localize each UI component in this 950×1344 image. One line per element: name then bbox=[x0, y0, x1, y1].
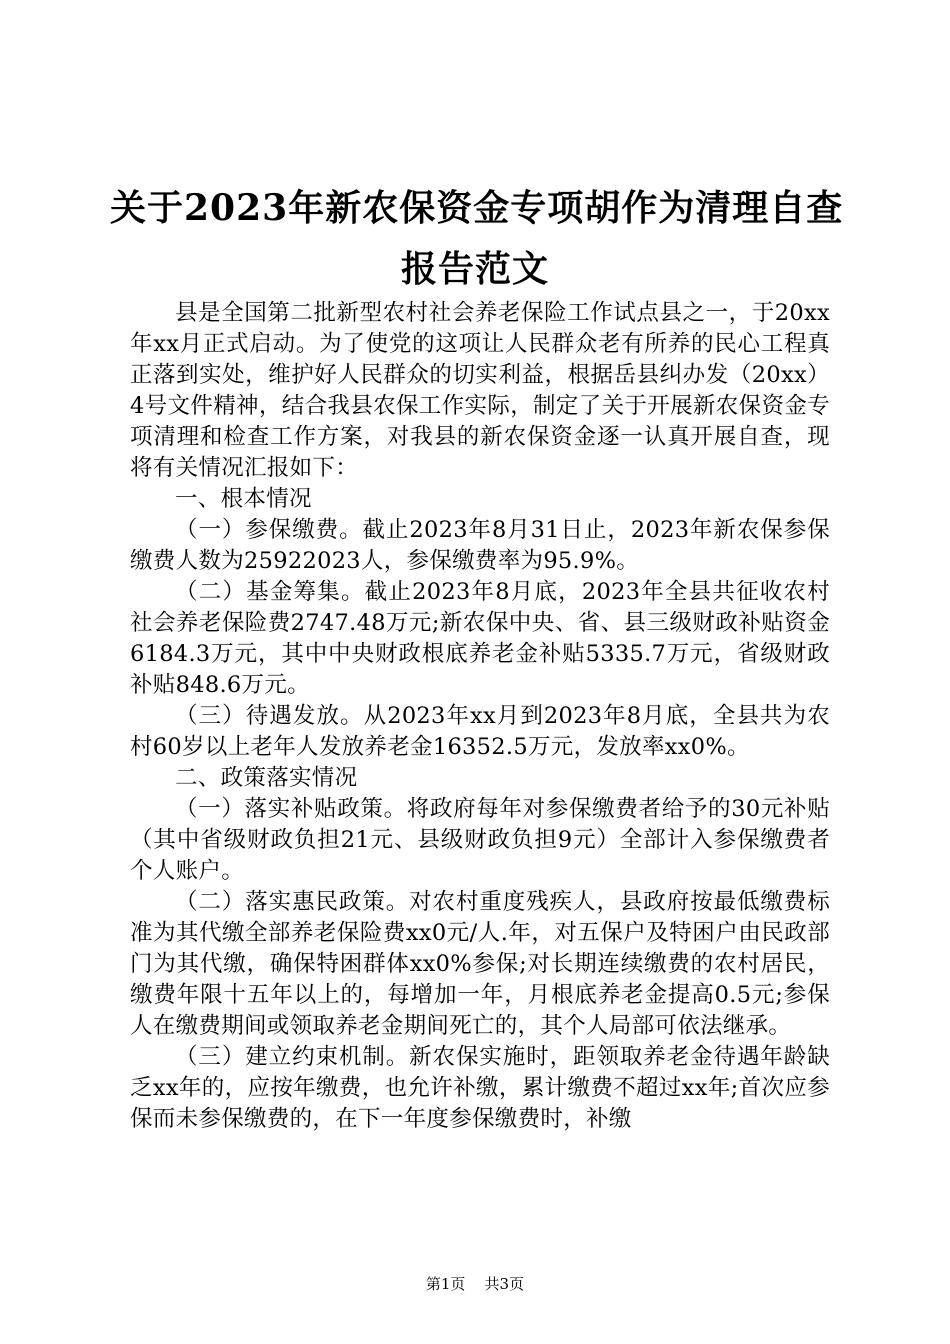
paragraph-fund-raising: （二）基金筹集。截止2023年8月底，2023年全县共征收农村社会养老保险费2747.48万元;新农保中央、省、县三级财政补贴资金6184.3万元，其中中央财政根底养老金补贴5335.7万元，省级财政补贴848.6万元。 bbox=[130, 579, 830, 698]
intro-paragraph: 县是全国第二批新型农村社会养老保险工作试点县之一，于20xx年xx月正式启动。为了使党的这项让人民群众老有所养的民心工程真正落到实处，维护好人民群众的切实利益，根据岳县纠办发（20xx）4号文件精神，结合我县农保工作实际，制定了关于开展新农保资金专项清理和检查工作方案，对我县的新农保资金逐一认真开展自查，现将有关情况汇报如下： bbox=[130, 300, 830, 481]
section-heading-basic: 一、根本情况 bbox=[175, 486, 312, 512]
page-number: 第1页 bbox=[425, 1275, 466, 1293]
paragraph-constraint-mechanism: （三）建立约束机制。新农保实施时，距领取养老金待遇年龄缺乏xx年的，应按年缴费，也允许补缴，累计缴费不超过xx年;首次应参保而未参保缴费的，在下一年度参保缴费时，补缴 bbox=[130, 1044, 830, 1132]
paragraph-welfare-policy: （二）落实惠民政策。对农村重度残疾人，县政府按最低缴费标准为其代缴全部养老保险费xx0元/人.年，对五保户及特困户由民政部门为其代缴，确保特困群体xx0%参保;对长期连续缴费的农村居民，缴费年限十五年以上的，每增加一年，月根底养老金提高0.5元;参保人在缴费期间或领取养老金期间死亡的，其个人局部可依法继承。 bbox=[130, 889, 830, 1039]
paragraph-benefit-payment: （三）待遇发放。从2023年xx月到2023年8月底，全县共为农村60岁以上老年人发放养老金16352.5万元，发放率xx0%。 bbox=[130, 703, 830, 760]
section-heading-policy: 二、政策落实情况 bbox=[175, 765, 358, 791]
document-body bbox=[130, 298, 830, 1135]
document-title-line-1: 关于2023年新农保资金专项胡作为清理自查 bbox=[110, 187, 844, 229]
document-title-line-2: 报告范文 bbox=[400, 248, 549, 290]
page-footer bbox=[0, 1274, 950, 1294]
paragraph-subsidy-policy: （一）落实补贴政策。将政府每年对参保缴费者给予的30元补贴（其中省级财政负担21元、县级财政负担9元）全部计入参保缴费者个人账户。 bbox=[130, 796, 830, 884]
paragraph-contribution: （一）参保缴费。截止2023年8月31日止，2023年新农保参保缴费人数为25922023人，参保缴费率为95.9%。 bbox=[130, 517, 830, 574]
page-total: 共3页 bbox=[484, 1275, 525, 1293]
